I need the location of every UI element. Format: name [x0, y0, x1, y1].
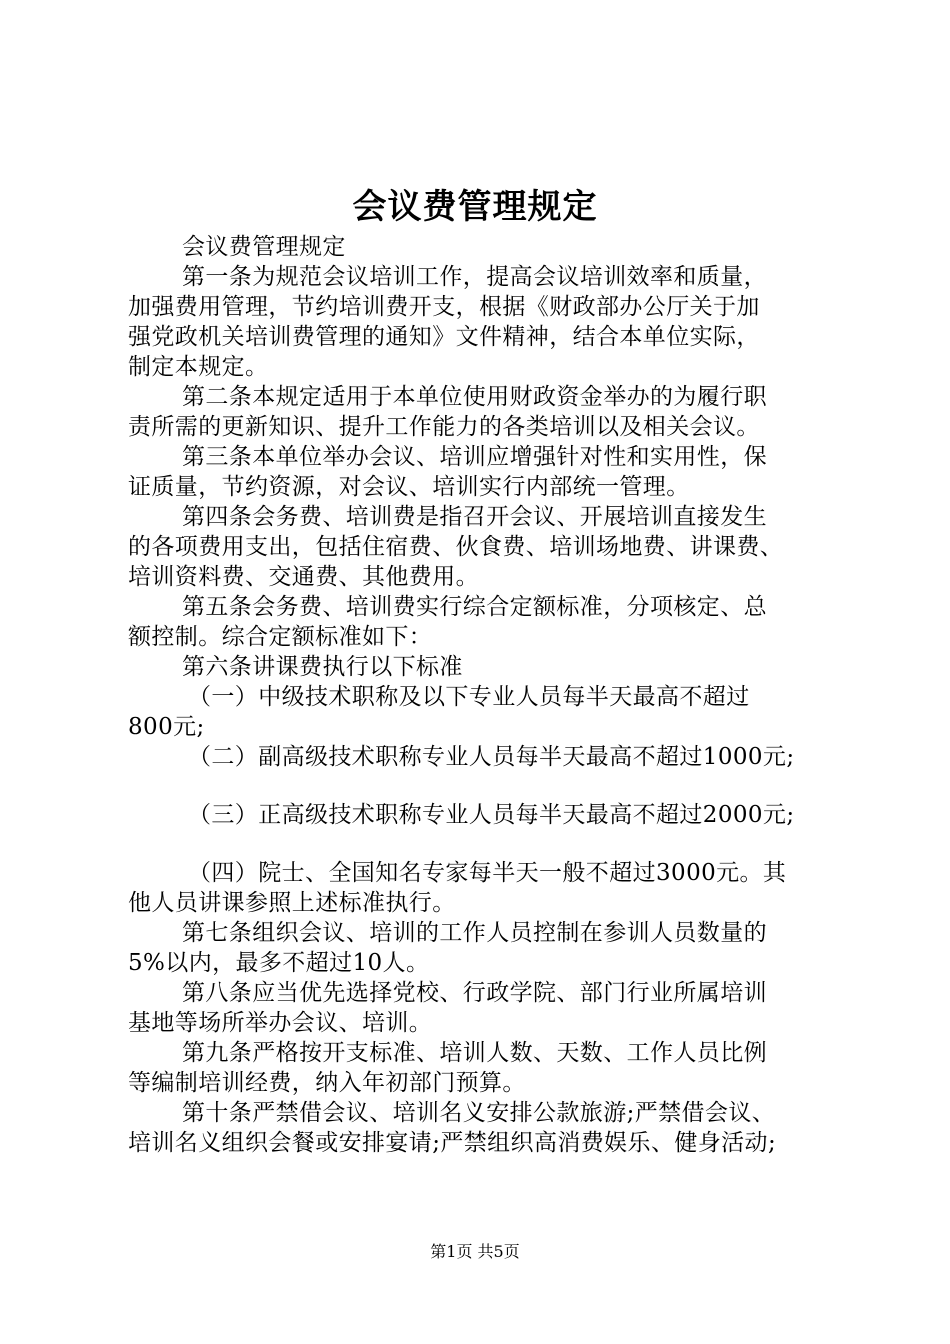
body-line: 强党政机关培训费管理的通知》文件精神，结合本单位实际， — [128, 324, 760, 350]
body-line: 制定本规定。 — [128, 354, 269, 380]
body-line: 他人员讲课参照上述标准执行。 — [128, 890, 456, 916]
body-line: 基地等场所举办会议、培训。 — [128, 1010, 433, 1036]
body-line: 额控制。综合定额标准如下： — [128, 624, 433, 650]
body-line: 第一条为规范会议培训工作，提高会议培训效率和质量， — [182, 264, 767, 290]
blank-line — [128, 830, 834, 858]
body-line: 第七条组织会议、培训的工作人员控制在参训人员数量的 — [182, 920, 767, 946]
page-number-footer: 第1页 共5页 — [430, 1242, 520, 1261]
body-line: 证质量，节约资源，对会议、培训实行内部统一管理。 — [128, 474, 690, 500]
body-line: （二）副高级技术职称专业人员每半天最高不超过1000元; — [188, 744, 795, 770]
body-line: 800元; — [128, 714, 205, 740]
body-line: 第四条会务费、培训费是指召开会议、开展培训直接发生 — [182, 504, 767, 530]
body-line: 等编制培训经费，纳入年初部门预算。 — [128, 1070, 526, 1096]
body-line: 第二条本规定适用于本单位使用财政资金举办的为履行职 — [182, 384, 767, 410]
body-line: 第八条应当优先选择党校、行政学院、部门行业所属培训 — [182, 980, 767, 1006]
blank-line — [128, 772, 834, 800]
body-line: 第九条严格按开支标准、培训人数、天数、工作人员比例 — [182, 1040, 767, 1066]
body-line: 会议费管理规定 — [182, 234, 346, 260]
body-line: 第五条会务费、培训费实行综合定额标准，分项核定、总 — [182, 594, 767, 620]
body-line: 第六条讲课费执行以下标准 — [182, 654, 463, 680]
body-line: 责所需的更新知识、提升工作能力的各类培训以及相关会议。 — [128, 414, 760, 440]
body-line: （三）正高级技术职称专业人员每半天最高不超过2000元; — [188, 802, 795, 828]
body-line: 的各项费用支出，包括住宿费、伙食费、培训场地费、讲课费、 — [128, 534, 784, 560]
body-line: 5%以内，最多不超过10人。 — [128, 950, 430, 976]
body-line: （一）中级技术职称及以下专业人员每半天最高不超过 — [188, 684, 750, 710]
body-line: 加强费用管理，节约培训费开支，根据《财政部办公厅关于加 — [128, 294, 760, 320]
body-line: 培训资料费、交通费、其他费用。 — [128, 564, 479, 590]
body-line: 第三条本单位举办会议、培训应增强针对性和实用性，保 — [182, 444, 767, 470]
body-line: （四）院士、全国知名专家每半天一般不超过3000元。其 — [188, 860, 787, 886]
document-title: 会议费管理规定 — [352, 187, 598, 227]
document-body — [128, 232, 834, 1158]
body-line: 第十条严禁借会议、培训名义安排公款旅游;严禁借会议、 — [182, 1100, 776, 1126]
body-line: 培训名义组织会餐或安排宴请;严禁组织高消费娱乐、健身活动; — [128, 1130, 777, 1156]
